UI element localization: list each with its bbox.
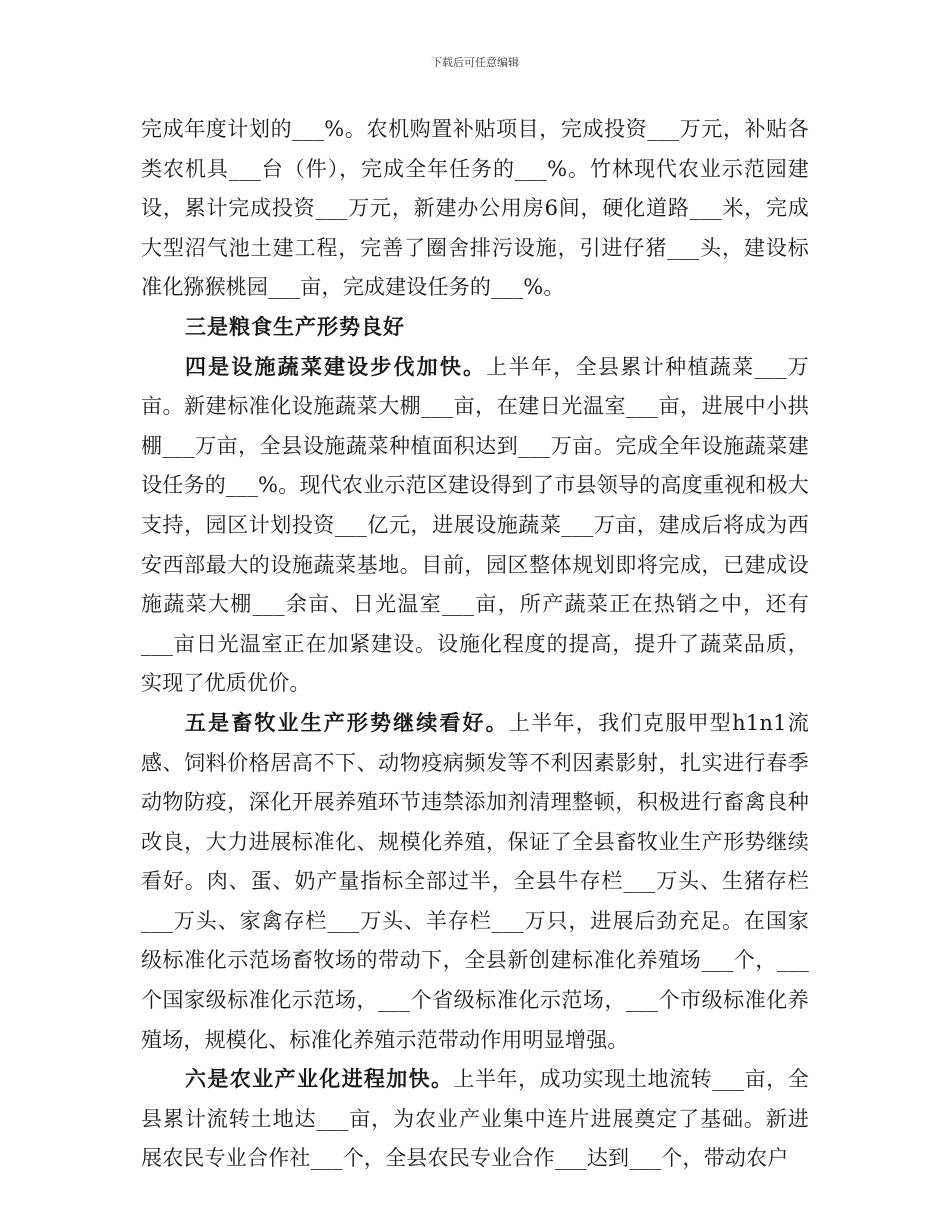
paragraph-text: 上半年，全县累计种植蔬菜___万亩。新建标准化设施蔬菜大棚___亩，在建日光温室___亩，进展中小拱棚___万亩，全县设施蔬菜种植面积达到___万亩。完成全年设施蔬菜建设任务的___%。现代农业示范区建设得到了市县领导的高度重视和极大支持，园区计划投资___亿元，进展设施蔬菜___万亩，建成后将成为西安西部最大的设施蔬菜基地。目前，园区整体规划即将完成，已建成设施蔬菜大棚___余亩、日光温室___亩，所产蔬菜正在热销之中，还有___亩日光温室正在加紧建设。设施化程度的提高，提升了蔬菜品质，实现了优质优价。 (141, 354, 810, 696)
paragraph-heading: 四是设施蔬菜建设步伐加快。 (185, 354, 487, 379)
page-header-note: 下载后可任意编辑 (431, 56, 519, 69)
paragraph-text: 上半年，成功实现土地流转___亩，全县累计流转土地达___亩，为农业产业集中连片进展奠定了基础。新进展农民专业合作社___个，全县农民专业合作___达到___个，带动农户 (141, 1067, 809, 1171)
paragraph-vegetables (141, 348, 809, 704)
paragraph-text: 上半年，我们克服甲型h1n1流感、饲料价格居高不下、动物疫病频发等不利因素影射，扎实进行春季动物防疫，深化开展养殖环节违禁添加剂清理整顿，积极进行畜禽良种改良，大力进展标准化、规模化养殖，保证了全县畜牧业生产形势继续看好。肉、蛋、奶产量指标全部过半，全县牛存栏___万头、生猪存栏___万头、家禽存栏___万头、羊存栏___万只，进展后劲充足。在国家级标准化示范场畜牧场的带动下，全县新创建标准化养殖场___个，___个国家级标准化示范场，___个省级标准化示范场，___个市级标准化养殖场，规模化、标准化养殖示范带动作用明显增强。 (141, 710, 809, 1052)
paragraph-text: 完成年度计划的___%。农机购置补贴项目，完成投资___万元，补贴各类农机具___台（件），完成全年任务的___%。竹林现代农业示范园建设，累计完成投资___万元，新建办公用房6间，硬化道路___米，完成大型沼气池土建工程，完善了圈舍排污设施，引进仔猪___头，建设标准化猕猴桃园___亩，完成建设任务的___%。 (141, 117, 809, 300)
paragraph-heading: 五是畜牧业生产形势继续看好。 (185, 710, 509, 735)
section-heading-grain (141, 308, 809, 348)
paragraph-industrialization (141, 1060, 809, 1179)
paragraph-heading: 三是粮食生产形势良好 (185, 314, 405, 339)
document-body (141, 110, 809, 1179)
paragraph-heading: 六是农业产业化进程加快。 (185, 1067, 454, 1092)
paragraph-continuation (141, 110, 809, 308)
paragraph-livestock (141, 704, 809, 1060)
